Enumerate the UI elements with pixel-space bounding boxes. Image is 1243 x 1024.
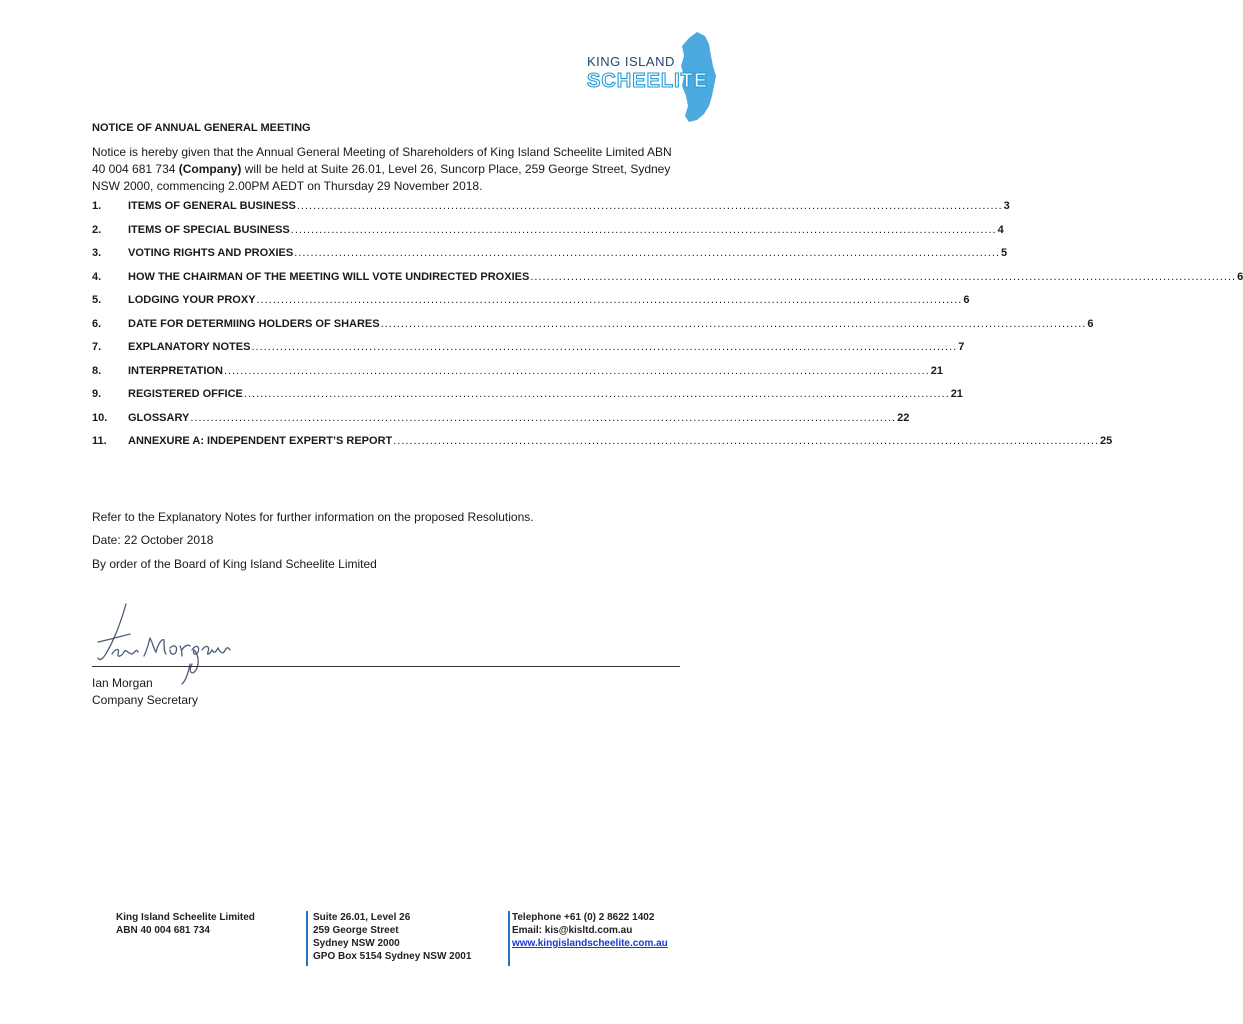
toc-entry[interactable]: 4. HOW THE CHAIRMAN OF THE MEETING WILL VOTE UNDIRECTED PROXIES .............................................................................................................................................................................. 6 [92, 270, 1243, 283]
footer-divider [306, 911, 308, 966]
signature-image [88, 598, 258, 684]
toc-entry[interactable]: 7. EXPLANATORY NOTES .............................................................................................................................................................................. 7 [92, 341, 965, 353]
toc-entry[interactable]: 6. DATE FOR DETERMIING HOLDERS OF SHARES .............................................................................................................................................................................. 6 [92, 317, 1094, 330]
footer-divider [508, 911, 510, 966]
signature-line [92, 666, 680, 667]
refer-text: Refer to the Explanatory Notes for further information on the proposed Resolutions. [92, 510, 534, 524]
toc-entry[interactable]: 10. GLOSSARY .............................................................................................................................................................................. 22 [92, 411, 910, 424]
signatory-name: Ian Morgan [92, 676, 153, 690]
toc-entry[interactable]: 2. ITEMS OF SPECIAL BUSINESS .............................................................................................................................................................................. 4 [92, 223, 1004, 236]
logo-line-2: SCHEELITE [587, 70, 709, 92]
notice-paragraph: Notice is hereby given that the Annual General Meeting of Shareholders of King Island Scheelite Limited ABN 40 004 681 734 (Company) will be held at Suite 26.01, Level 26, Suncorp Place, 259 George Street, Sydney NSW 2000, commencing 2.00PM AEDT on Thursday 29 November 2018. [92, 145, 672, 193]
toc-entry[interactable]: 11. ANNEXURE A: INDEPENDENT EXPERT’S REPORT .............................................................................................................................................................................. 25 [92, 435, 1113, 447]
footer-contact: Telephone +61 (0) 2 8622 1402 Email: kis@kisltd.com.au www.kingislandscheelite.com.au [512, 912, 668, 949]
toc-entry[interactable]: 5. LODGING YOUR PROXY .............................................................................................................................................................................. 6 [92, 294, 970, 306]
footer-company: King Island Scheelite Limited ABN 40 004 681 734 [116, 912, 255, 936]
toc-entry[interactable]: 3. VOTING RIGHTS AND PROXIES .............................................................................................................................................................................. 5 [92, 247, 1008, 259]
footer-address: Suite 26.01, Level 26 259 George Street Sydney NSW 2000 GPO Box 5154 Sydney NSW 2001 [313, 912, 472, 962]
signatory-title: Company Secretary [92, 693, 199, 707]
toc-entry[interactable]: 9. REGISTERED OFFICE .............................................................................................................................................................................. 21 [92, 388, 963, 400]
logo-line-1: KING ISLAND [587, 54, 675, 69]
website-link[interactable]: www.kingislandscheelite.com.au [512, 938, 668, 949]
by-order-text: By order of the Board of King Island Scheelite Limited [92, 557, 377, 571]
toc-entry[interactable]: 8. INTERPRETATION .............................................................................................................................................................................. 21 [92, 364, 943, 377]
toc-entry[interactable]: 1. ITEMS OF GENERAL BUSINESS .............................................................................................................................................................................. 3 [92, 200, 1010, 212]
date-text: Date: 22 October 2018 [92, 533, 214, 547]
page-title: NOTICE OF ANNUAL GENERAL MEETING [92, 122, 311, 134]
